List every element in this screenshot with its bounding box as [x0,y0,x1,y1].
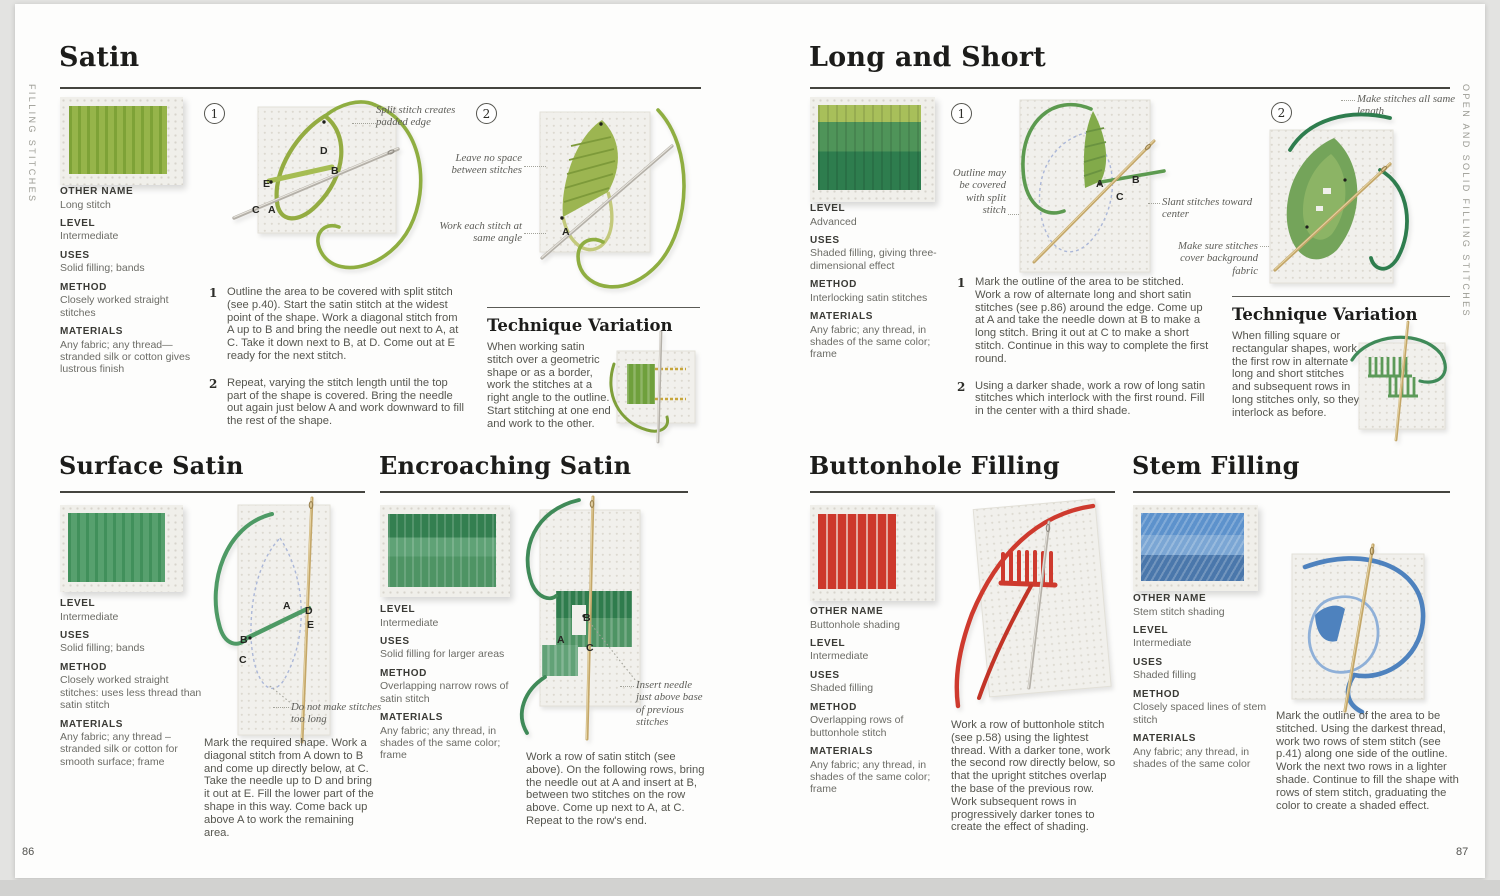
step-1-badge: 1 [951,103,972,124]
detail-label: USES [810,669,840,681]
surface-satin-details [60,598,208,775]
point-label: D [320,145,328,157]
surface-satin-threads [68,513,165,582]
step-text: Using a darker shade, work a row of long satin stitches which interlock with the first round. Fill in the center with a third shade. [975,379,1206,418]
encroaching-satin-threads [388,514,496,587]
detail-label: MATERIALS [60,718,123,730]
annotation: Split stitch creates padded edge [376,104,456,129]
detail-label: LEVEL [60,217,96,229]
buttonhole-details [810,606,950,803]
step-number: 1 [209,286,218,300]
step-item [209,286,464,363]
title-rule [380,491,688,493]
detail-label: OTHER NAME [1133,593,1207,604]
step-item [957,380,1209,418]
encroaching-satin-details [380,604,518,769]
point-label: C [239,654,247,666]
detail-value: Solid filling for larger areas [380,648,505,661]
detail-value: Any fabric; any thread – stranded silk or cotton for smooth surface; frame [60,731,178,768]
variation-title: Technique Variation [1232,305,1418,324]
surface-satin-swatch-photo [60,505,183,592]
step-number: 2 [209,376,218,391]
long-and-short-steps [957,276,1209,432]
point-label: B [240,634,248,646]
detail-value: Intermediate [60,230,119,243]
title-rule [60,491,365,493]
detail-value: Closely worked straight stitches: uses less thread than satin stitch [60,674,202,712]
detail-value: Any fabric; any thread, in shades of the same color; frame [810,758,931,796]
left-sidebar-label: FILLING STITCHES [27,84,37,204]
variation-title: Technique Variation [487,316,673,335]
detail-label: METHOD [810,701,857,713]
point-label: B [583,612,591,624]
detail-value: Solid filling; bands [60,642,145,655]
detail-label: OTHER NAME [810,606,884,617]
annotation-leader [352,123,376,124]
detail-label: OTHER NAME [60,186,134,197]
detail-label: LEVEL [380,604,416,615]
annotation-leader [273,707,289,708]
section-title: Stem Filling [1132,451,1300,480]
point-label: E [307,619,315,631]
encroaching-satin-body: Work a row of satin stitch (see above). On the following rows, bring the needle out at A and insert at B, between two stitches on the row above. Come up next to A, at C. Repeat to the row's end. [526,751,705,827]
point-label: E [263,178,271,190]
detail-label: MATERIALS [810,311,873,323]
detail-value: Buttonhole shading [810,618,900,631]
point-label: B [331,165,339,177]
stem-filling-illustration [1273,543,1448,715]
fabric [973,499,1111,697]
point-dots [248,636,251,639]
detail-label: METHOD [60,661,107,673]
step-text: Mark the outline of the area to be stitched. Work a row of alternate long and short satin stitches (see p.86) around the edge. Come up at A and take the needle down at B to make a long stitch. Bring it out at C to make a short stitch. Continue in this way to complete the first round. [975,276,1209,365]
title-rule [60,87,701,89]
detail-value: Closely spaced lines of stem stitch [1133,701,1267,726]
point-label: C [252,204,260,216]
long-and-short-threads [818,105,921,190]
section-title: Encroaching Satin [379,451,632,480]
section-title: Long and Short [809,42,1046,73]
annotation: Leave no space between stitches [451,152,522,177]
detail-label: MATERIALS [1133,733,1196,745]
surface-satin-body: Mark the required shape. Work a diagonal stitch from A down to B and come up directly below, at C. Take the needle up to D and bring it out at E. Fill the lower part of the shape in this way. Come back up above A to work the remaining area. [204,737,374,839]
detail-value: Any fabric; any thread—stranded silk or cotton gives lustrous finish [60,338,191,376]
detail-value: Overlapping rows of buttonhole stitch [810,714,904,739]
step-text: Repeat, varying the stitch length until the top part of the shape is covered. Bring the needle out again just below A and work downward to fill the rest of the shape. [227,376,464,428]
detail-value: Any fabric; any thread, in shades of the same color; frame [380,724,501,762]
encroaching-satin-swatch-photo [380,505,510,597]
detail-value: Overlapping narrow rows of satin stitch [380,680,509,705]
point-label: B [1132,174,1140,186]
satin-step2-illustration [510,96,705,301]
page-number-left: 86 [22,846,35,858]
point-label: A [283,600,291,612]
long-and-short-step2-illustration [1228,108,1418,298]
detail-label: USES [380,635,410,647]
stem-filling-threads [1141,513,1244,581]
step-number: 1 [957,276,966,290]
detail-label: MATERIALS [810,746,873,758]
title-rule [1133,491,1450,493]
detail-value: Solid filling; bands [60,262,145,275]
long-and-short-variation-illustration [1350,320,1454,442]
detail-label: METHOD [380,667,427,679]
point-label: A [268,204,276,216]
detail-label: USES [810,234,840,246]
buttonhole-swatch-photo [810,505,935,601]
detail-value: Intermediate [1133,637,1192,650]
buttonhole-threads [818,514,896,589]
buttonhole-illustration [941,496,1116,716]
point-label: C [586,642,594,654]
annotation-leader [1148,203,1160,204]
detail-label: LEVEL [1133,624,1169,636]
step-number: 2 [957,379,966,394]
step-text: Outline the area to be covered with split stitch (see p.40). Start the satin stitch at the widest point of the shape. Work a diagonal stitch from A up to B and bring the needle out next to A, at C. Take it down next to B, at D. Come out at E ready for the next stitch. [227,286,459,362]
satin-details [60,186,198,383]
point-label: D [305,605,313,617]
title-rule [810,491,1115,493]
long-and-short-details [810,203,950,368]
long-and-short-swatch-photo [810,97,935,202]
detail-label: USES [1133,656,1163,668]
variation-rule [487,307,700,308]
variation-body: When working satin stitch over a geometric shape or as a border, work the stitches at a right angle to the outline. Start stitching at one end and work to the other. [487,341,611,430]
satin-variation-illustration [610,330,702,444]
detail-label: LEVEL [60,598,96,609]
point-label: A [557,634,565,646]
detail-value: Intermediate [810,650,869,663]
right-sidebar-label: OPEN AND SOLID FILLING STITCHES [1461,84,1471,318]
annotation-leader [620,686,634,687]
detail-label: MATERIALS [380,712,443,724]
annotation: Do not make stitches too long [291,701,382,726]
annotation-leader [524,166,546,167]
detail-label: LEVEL [810,637,846,649]
detail-value: Shaded filling [1133,669,1197,682]
annotation: Slant stitches toward center [1162,196,1253,221]
detail-label: USES [60,249,90,261]
step-2-badge: 2 [476,103,497,124]
detail-value: Any fabric; any thread, in shades of the same color [1133,745,1251,770]
page-number-right: 87 [1456,846,1469,858]
section-title: Surface Satin [59,451,244,480]
step-item [957,276,1209,366]
step-2-badge: 2 [1271,102,1292,123]
detail-value: Any fabric; any thread, in shades of the same color; frame [810,323,931,361]
detail-label: LEVEL [810,203,846,214]
section-title: Buttonhole Filling [809,451,1060,480]
step-item [209,377,464,428]
annotation: Work each stitch at same angle [439,220,522,245]
detail-value: Intermediate [60,610,119,623]
annotation: Outline may be covered with split stitch [952,167,1006,216]
satin-threads [69,106,167,174]
book-edge [0,880,1500,896]
detail-value: Shaded filling [810,682,874,695]
detail-label: USES [60,629,90,641]
detail-label: METHOD [1133,688,1180,700]
detail-label: METHOD [810,279,857,291]
annotation: Insert needle just above base of previous stitches [636,679,703,728]
stem-filling-body: Mark the outline of the area to be stitched. Using the darkest thread, work two rows of stem stitch (see p.41) along one side of the outline. Work the next two rows in a lighter shade. Continue to fill the shape with rows of stem stitch, graduating the color to create a shaded effect. [1276,710,1459,812]
point-label: C [1116,191,1124,203]
title-rule [810,87,1450,89]
point-label: A [562,226,570,238]
long-and-short-step1-illustration [1012,92,1167,297]
detail-value: Stem stitch shading [1133,605,1225,618]
buttonhole-body: Work a row of buttonhole stitch (see p.58) using the lightest thread. With a darker tone, work the second row directly below, so that the upright stitches overlap the base of the previous row. Work subsequent rows in progressively darker tones to create the effect of shading. [951,719,1116,834]
step-1-badge: 1 [204,103,225,124]
stem-filling-swatch-photo [1133,505,1258,591]
section-title: Satin [59,42,140,73]
stem-filling-details [1133,593,1273,777]
detail-value: Interlocking satin stitches [810,291,928,304]
satin-swatch-photo [60,97,183,185]
detail-value: Shaded filling, giving three-dimensional effect [810,247,937,272]
detail-value: Advanced [810,215,857,228]
detail-label: MATERIALS [60,326,123,338]
point-label: A [1096,178,1104,190]
detail-label: METHOD [60,281,107,293]
annotation: Make sure stitches cover background fabric [1178,240,1258,277]
variation-body: When filling square or rectangular shapes, work the first row in alternate long and short stitches and subsequent rows in long stitches only, so they interlock as before. [1232,330,1360,419]
annotation-leader [524,233,546,234]
satin-steps [209,286,464,442]
detail-value: Closely worked straight stitches [60,294,169,319]
detail-value: Long stitch [60,198,111,211]
annotation: Make stitches all same length [1357,93,1456,118]
detail-value: Intermediate [380,616,439,629]
variation-rule [1232,296,1450,297]
annotation-leader [1341,100,1355,101]
